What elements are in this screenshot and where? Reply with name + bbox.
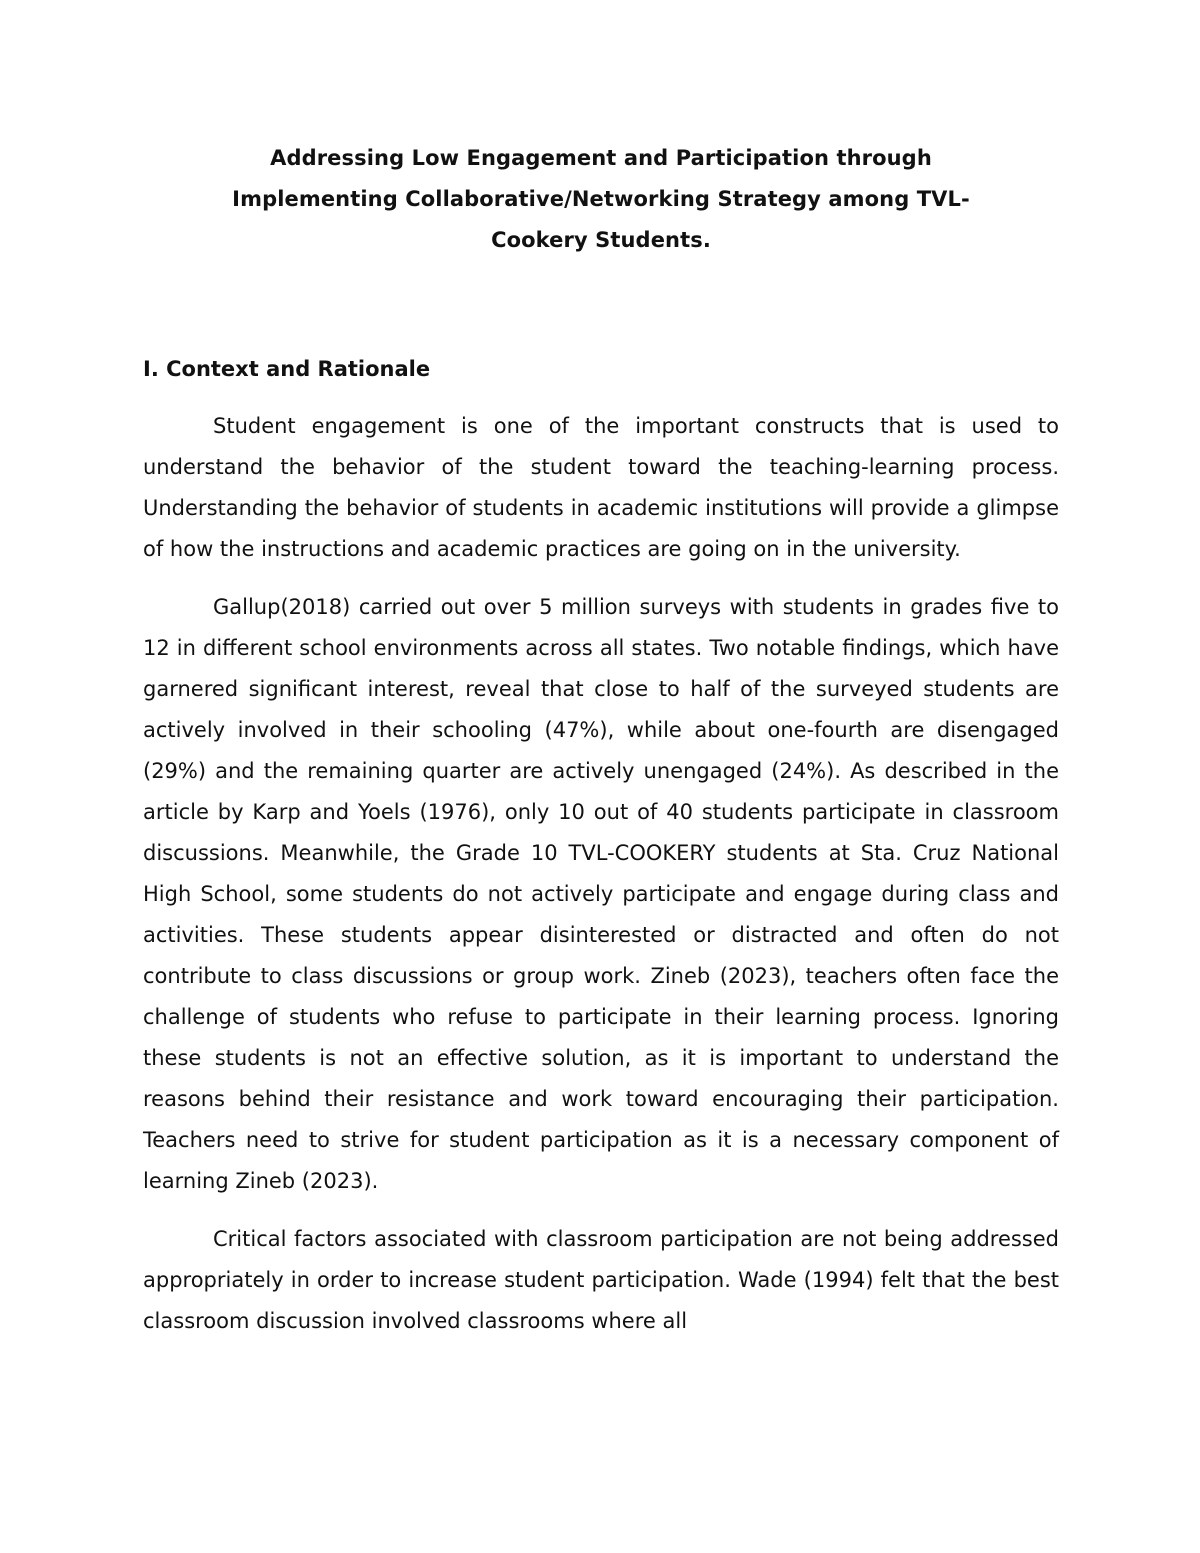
paragraph-3: Critical factors associated with classroom participation are not being addressed appropriately in order to increase student participation. Wade (1994) felt that the best classroom discussion involved classrooms where all [143,1227,1059,1333]
title-line-1: Addressing Low Engagement and Participation through [270,146,932,170]
paragraph-1: Student engagement is one of the important constructs that is used to understand the behavior of the student toward the teaching-learning process. Understanding the behavior of students in academic institutions will provide a glimpse of how the instructions and academic practices are going on in the university. [143,414,1059,561]
paragraph-2: Gallup(2018) carried out over 5 million surveys with students in grades five to 12 in different school environments across all states. Two notable findings, which have garnered significant interest, reveal that close to half of the surveyed students are actively involved in their schooling (47%), while about one-fourth are disengaged (29%) and the remaining quarter are actively unengaged (24%). As described in the article by Karp and Yoels (1976), only 10 out of 40 students participate in classroom discussions. Meanwhile, the Grade 10 TVL-COOKERY students at Sta. Cruz National High School, some students do not actively participate and engage during class and activities. These students appear disinterested or distracted and often do not contribute to class discussions or group work. Zineb (2023), teachers often face the challenge of students who refuse to participate in their learning process. Ignoring these students is not an effective solution, as it is important to understand the reasons behind their resistance and work toward encouraging their participation. Teachers need to strive for student participation as it is a necessary component of learning Zineb (2023). [143,595,1059,1193]
document-body [143,138,1059,1342]
title-line-3: Cookery Students. [491,228,711,252]
document-title [143,138,1059,261]
section-heading: I. Context and Rationale [143,357,431,381]
title-line-2: Implementing Collaborative/Networking Strategy among TVL- [232,187,970,211]
